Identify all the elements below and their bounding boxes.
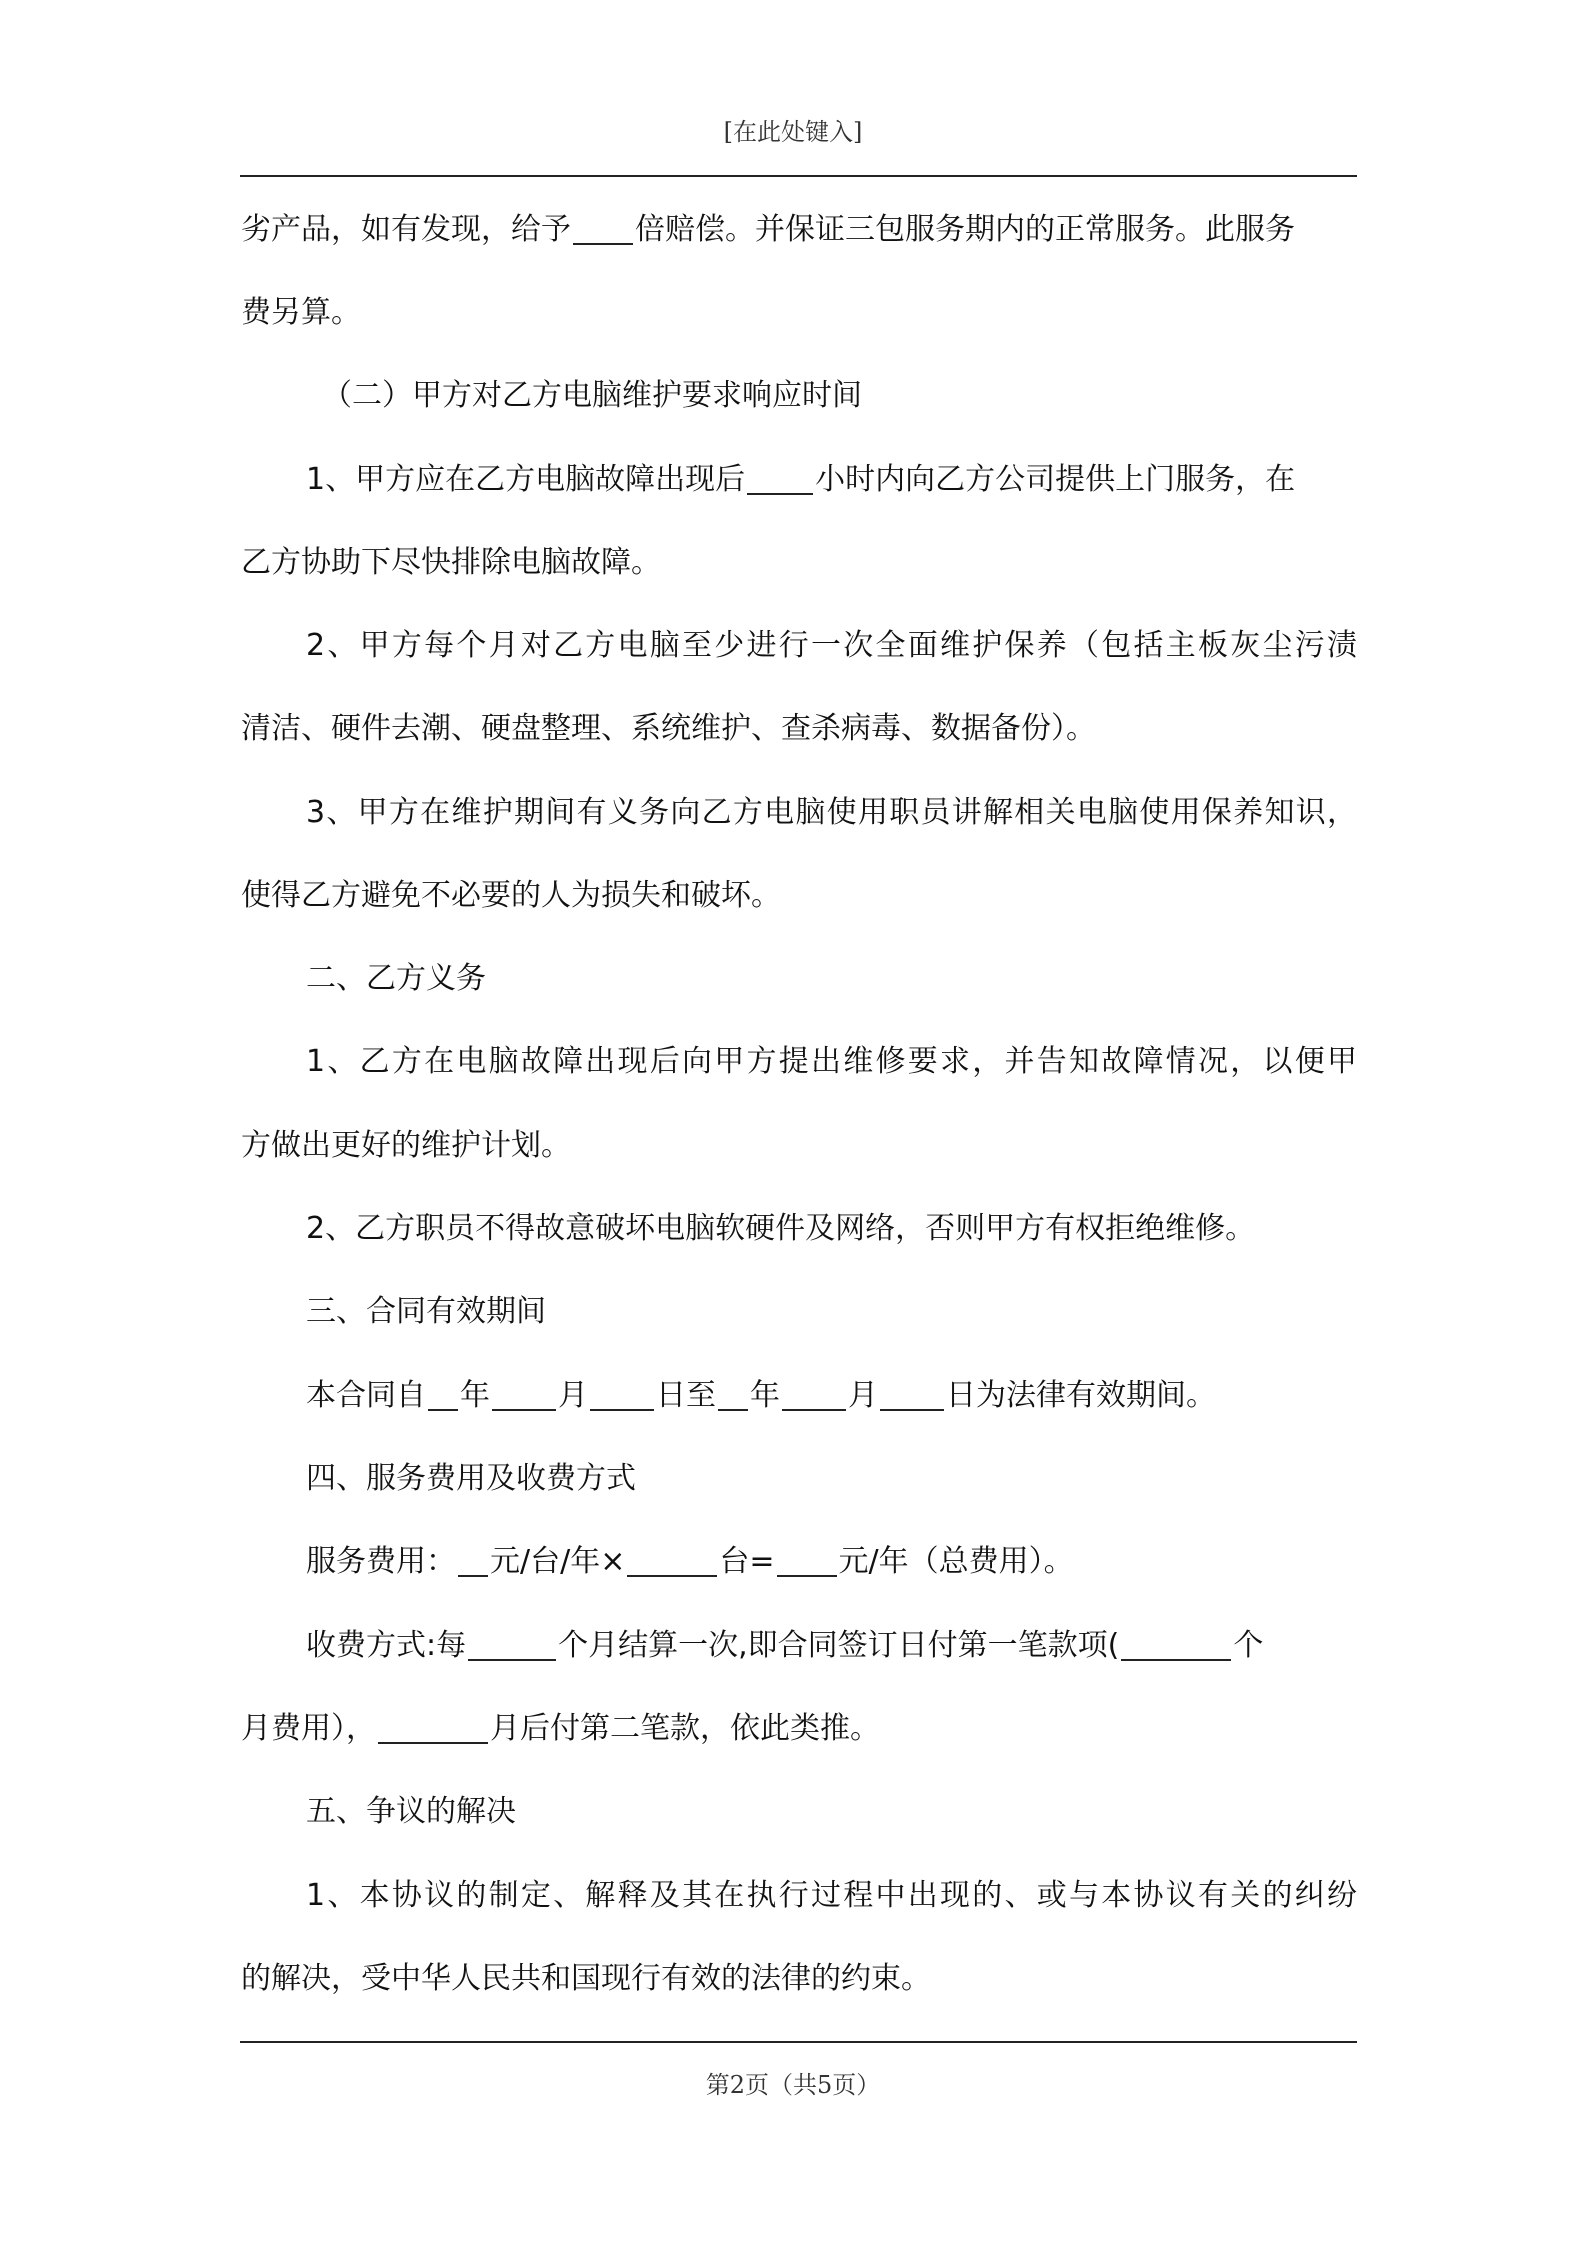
blank-field: [782, 1379, 846, 1411]
blank-field: [777, 1545, 837, 1577]
blank-field: [492, 1379, 556, 1411]
paragraph-line: 方做出更好的维护计划。: [241, 1128, 571, 1163]
blank-field: [1121, 1629, 1231, 1661]
blank-field: [378, 1712, 488, 1744]
paragraph-line: 乙方协助下尽快排除电脑故障。: [241, 545, 661, 580]
section-heading: 三、合同有效期间: [306, 1294, 546, 1329]
blank-field: [573, 213, 633, 245]
footer-rule: [240, 2041, 1357, 2043]
payment-line: 月费用）， 月后付第二笔款，依此类推。: [241, 1711, 880, 1746]
paragraph-line: 2、乙方职员不得故意破坏电脑软硬件及网络，否则甲方有权拒绝维修。: [306, 1211, 1256, 1246]
blank-field: [468, 1629, 556, 1661]
paragraph-line: 1、乙方在电脑故障出现后向甲方提出维修要求，并告知故障情况，以便甲: [306, 1044, 1357, 1079]
section-heading: 二、乙方义务: [306, 961, 486, 996]
paragraph-line: 费另算。: [241, 295, 361, 330]
blank-field: [458, 1545, 488, 1577]
blank-field: [428, 1379, 458, 1411]
paragraph-line: 劣产品，如有发现，给予 倍赔偿。并保证三包服务期内的正常服务。此服务: [241, 212, 1295, 247]
section-heading: 四、服务费用及收费方式: [306, 1461, 636, 1496]
blank-field: [627, 1545, 717, 1577]
blank-field: [718, 1379, 748, 1411]
fee-line: 服务费用： 元/台/年× 台= 元/年（总费用）。: [306, 1544, 1074, 1579]
section-heading: 五、争议的解决: [306, 1794, 516, 1829]
paragraph-line: 1、本协议的制定、解释及其在执行过程中出现的、或与本协议有关的纠纷: [306, 1878, 1357, 1913]
blank-field: [880, 1379, 944, 1411]
paragraph-line: 3、甲方在维护期间有义务向乙方电脑使用职员讲解相关电脑使用保养知识，: [306, 795, 1357, 830]
paragraph-line: 的解决，受中华人民共和国现行有效的法律的约束。: [241, 1961, 931, 1996]
page-footer: 第2页（共5页）: [705, 2071, 881, 2099]
blank-field: [590, 1379, 654, 1411]
paragraph-line: 清洁、硬件去潮、硬盘整理、系统维护、查杀病毒、数据备份）。: [241, 711, 1096, 746]
page-header: [在此处键入]: [723, 118, 863, 146]
blank-field: [747, 463, 813, 495]
paragraph-line: 使得乙方避免不必要的人为损失和破坏。: [241, 878, 781, 913]
paragraph-line: 1、甲方应在乙方电脑故障出现后 小时内向乙方公司提供上门服务，在: [306, 462, 1296, 497]
payment-line: 收费方式:每 个月结算一次,即合同签订日付第一笔款项( 个: [306, 1628, 1264, 1663]
contract-term-line: 本合同自 年 月 日至 年 月 日为法律有效期间。: [306, 1378, 1216, 1413]
paragraph-line: 2、甲方每个月对乙方电脑至少进行一次全面维护保养（包括主板灰尘污渍: [306, 628, 1357, 663]
header-rule: [240, 175, 1357, 177]
section-heading: （二）甲方对乙方电脑维护要求响应时间: [322, 378, 862, 413]
